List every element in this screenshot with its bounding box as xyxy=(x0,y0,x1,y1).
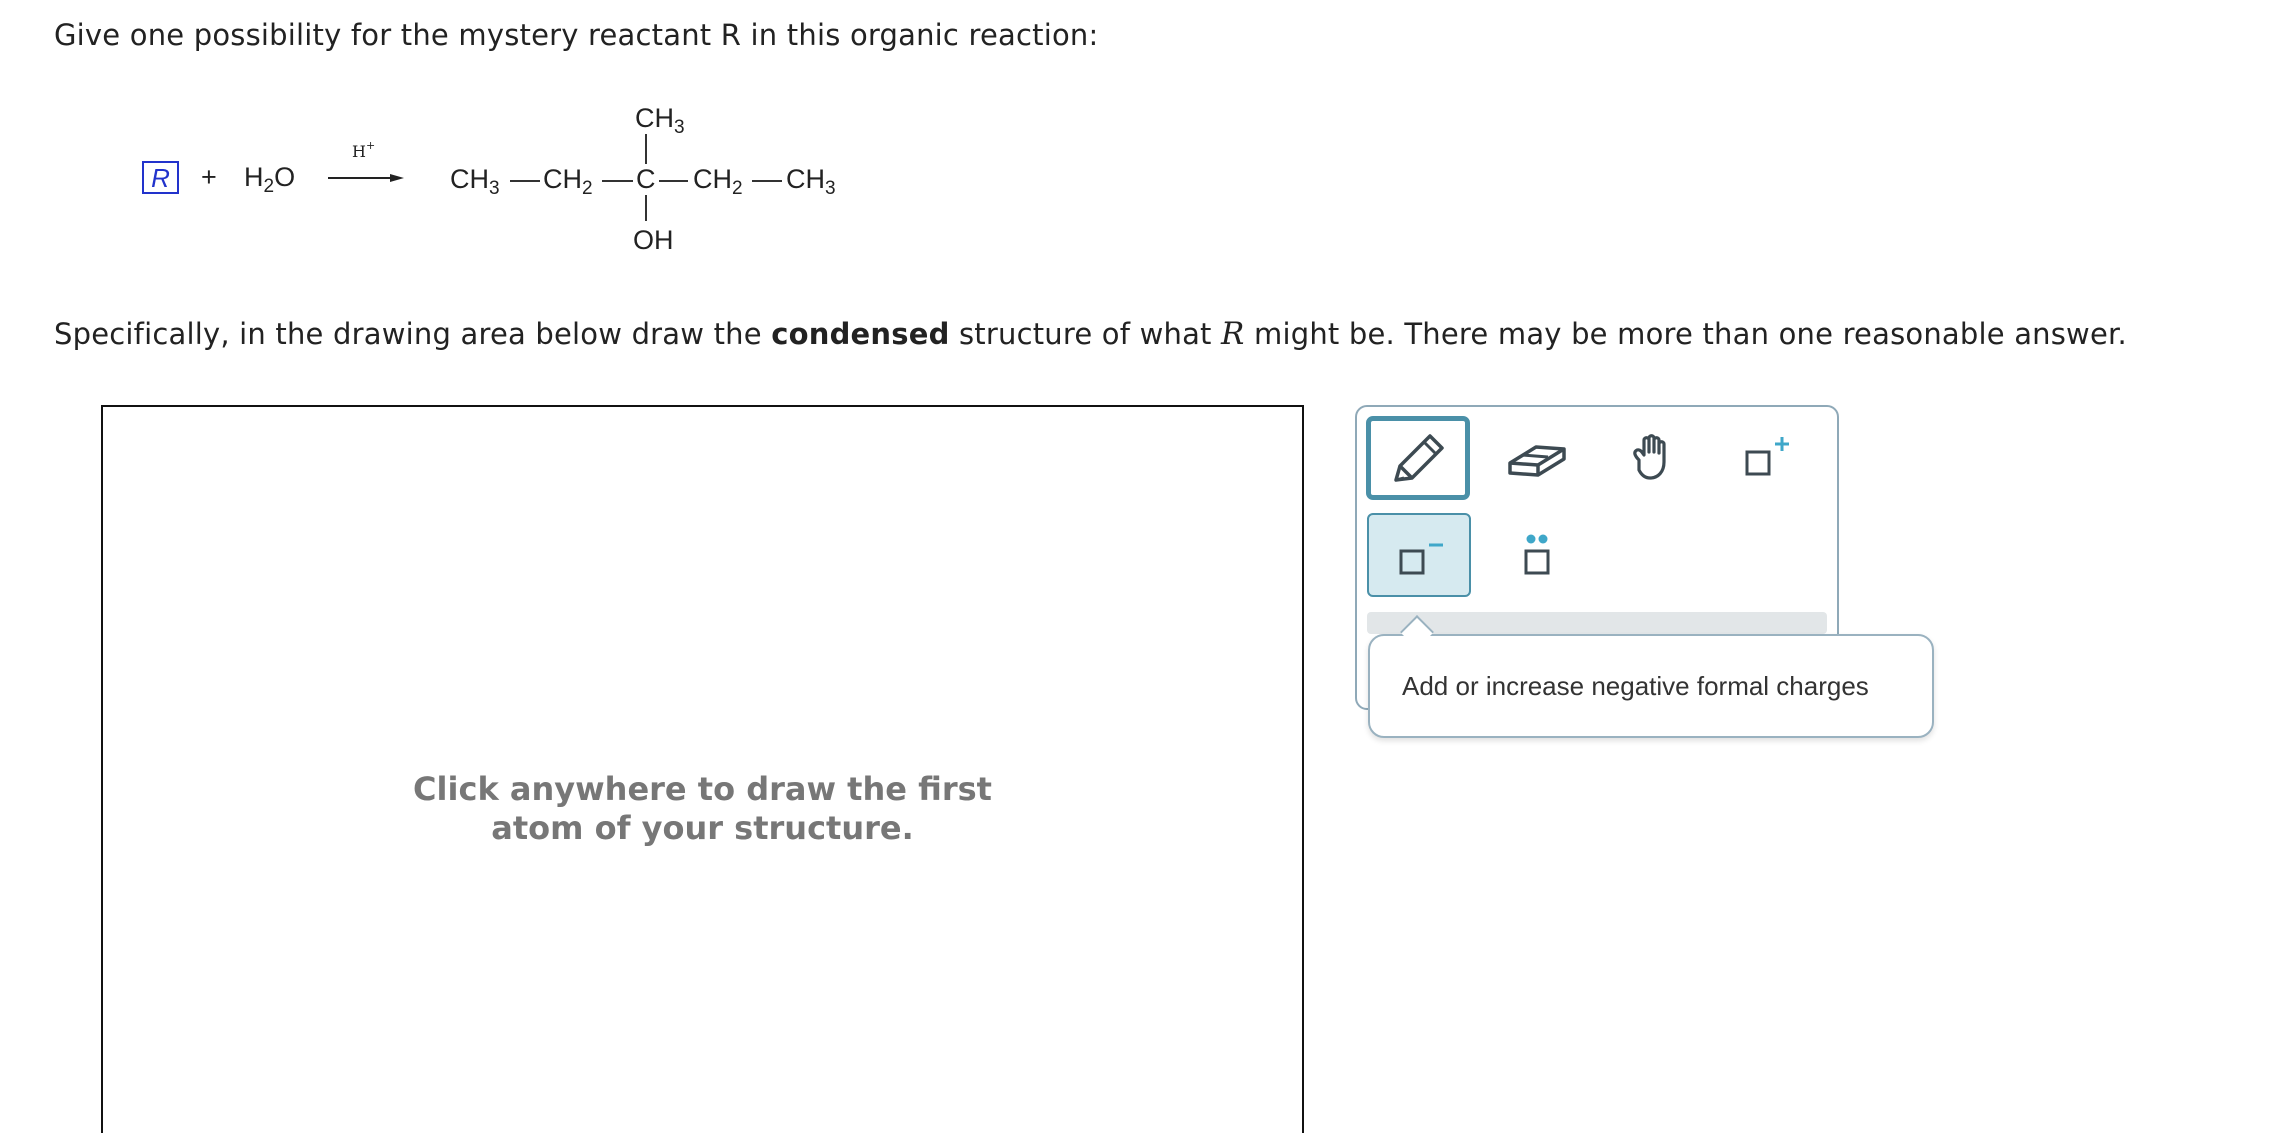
reaction-arrow xyxy=(326,170,406,186)
product-ch3-top: $CH_3$ xyxy=(635,103,685,138)
canvas-prompt: Click anywhere to draw the first atom of your structure. xyxy=(413,770,992,847)
instruction-text: Specifically, in the drawing area below draw the condensed structure of what R might be. There may be more than one reasonable answer. xyxy=(54,316,2127,352)
tooltip-text: Add or increase negative formal charges xyxy=(1402,671,1869,701)
bond-c-ch2 xyxy=(659,180,688,182)
plus-charge-icon xyxy=(1739,428,1803,488)
eraser-icon xyxy=(1504,433,1570,483)
product-oh: OH xyxy=(633,225,674,255)
product-ch2-right: $CH_2$ xyxy=(693,164,743,199)
hand-tool[interactable] xyxy=(1601,416,1705,500)
drawing-canvas[interactable] xyxy=(101,405,1304,1133)
lone-pair-icon xyxy=(1505,525,1569,585)
toolbar-divider-strip xyxy=(1367,612,1827,634)
minus-charge-icon xyxy=(1387,525,1451,585)
bond-c-ch3-top xyxy=(645,134,647,164)
positive-charge-tool[interactable] xyxy=(1719,416,1823,500)
bond-c-oh xyxy=(645,195,647,221)
product-ch3-right: $CH_3$ xyxy=(786,164,836,199)
plus-sign: + xyxy=(201,162,217,192)
hand-icon xyxy=(1625,430,1681,486)
tooltip xyxy=(1368,634,1934,738)
catalyst-label: H+ xyxy=(352,139,376,161)
water-formula: $H_2O$ xyxy=(244,162,296,197)
reaction-scheme xyxy=(0,0,2283,300)
mystery-reactant-box: R xyxy=(142,161,179,194)
lone-pair-tool[interactable] xyxy=(1485,513,1589,597)
product-center-c: C xyxy=(636,164,656,194)
negative-charge-tool[interactable] xyxy=(1367,513,1471,597)
bond-ch3-ch2 xyxy=(510,180,540,182)
product-ch3-left: $CH_3$ xyxy=(450,164,500,199)
bond-ch2-c xyxy=(602,180,633,182)
pencil-icon xyxy=(1386,428,1450,488)
pencil-tool[interactable] xyxy=(1366,416,1470,500)
bond-ch2-ch3 xyxy=(752,180,782,182)
product-ch2-left: $CH_2$ xyxy=(543,164,593,199)
question-text: Give one possibility for the mystery reactant R in this organic reaction: xyxy=(54,18,1099,52)
eraser-tool[interactable] xyxy=(1485,416,1589,500)
